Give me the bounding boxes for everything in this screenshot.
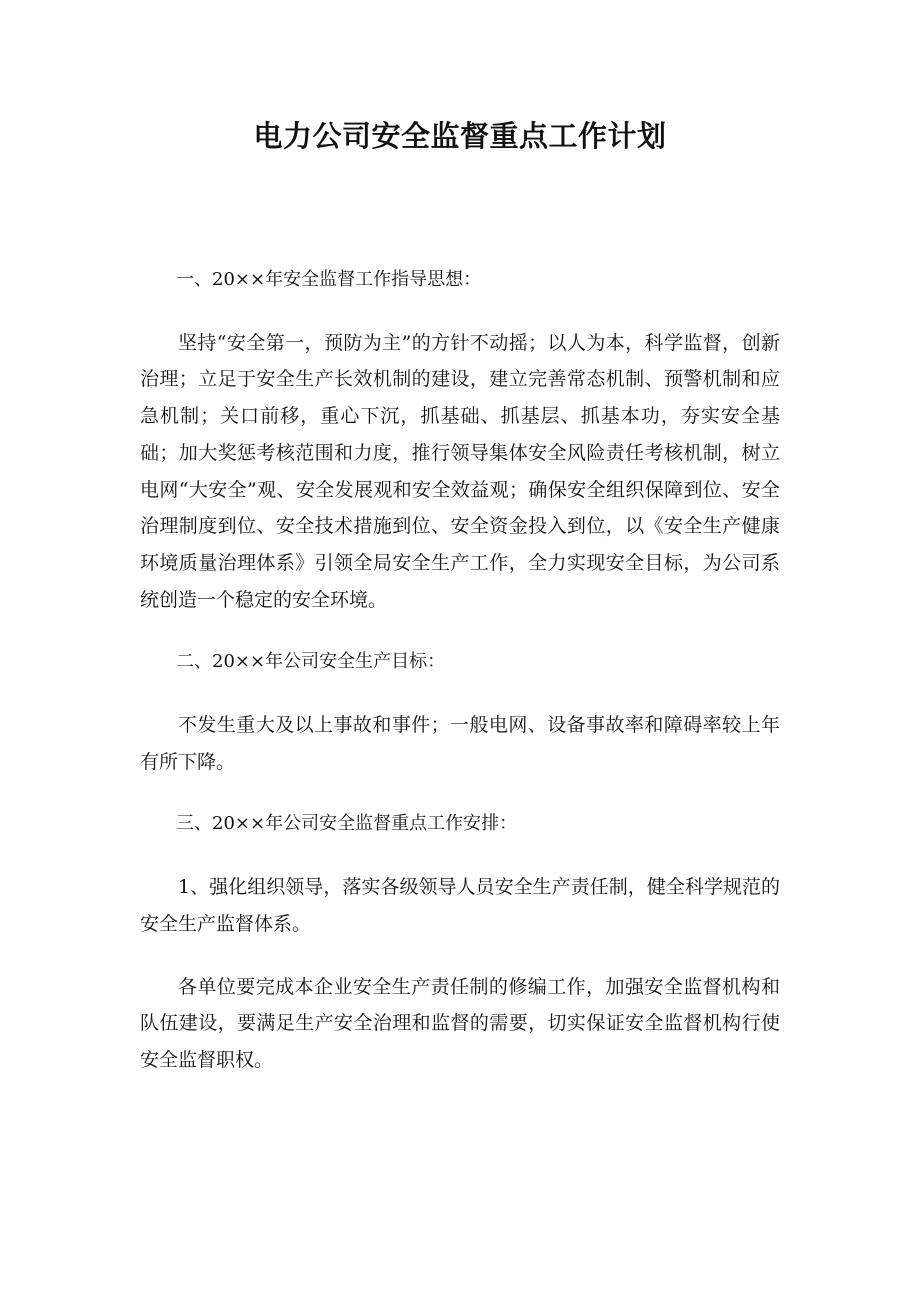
section-heading-safety-goals: 二、20××年公司安全生产目标： bbox=[176, 651, 446, 673]
paragraph-guiding-thought: 坚持“安全第一，预防为主”的方针不动摇；以人为本，科学监督，创新治理；立足于安全生产长效机制的建设，建立完善常态机制、预警机制和应急机制；关口前移，重心下沉，抓基础、抓基层、抓基本功，夯实安全基础；加大奖惩考核范围和力度，推行领导集体安全风险责任考核机制，树立电网“大安全”观、安全发展观和安全效益观；确保安全组织保障到位、安全治理制度到位、安全技术措施到位、安全资金投入到位，以《安全生产健康环境质量治理体系》引领全局安全生产工作，全力实现安全目标，为公司系统创造一个稳定的安全环境。 bbox=[140, 331, 780, 611]
paragraph-safety-goals: 不发生重大及以上事故和事件；一般电网、设备事故率和障碍率较上年有所下降。 bbox=[140, 714, 780, 773]
paragraph-gap bbox=[140, 299, 780, 325]
paragraph-key-work-item-1: 1、强化组织领导，落实各级领导人员安全生产责任制，健全科学规范的安全生产监督体系。 bbox=[140, 876, 780, 935]
section-heading-key-work: 三、20××年公司安全监督重点工作安排： bbox=[176, 813, 518, 835]
paragraph-gap bbox=[140, 780, 780, 806]
paragraph-gap bbox=[140, 618, 780, 644]
document-body bbox=[140, 262, 780, 1079]
paragraph-gap bbox=[140, 943, 780, 969]
document-title: 电力公司安全监督重点工作计划 bbox=[253, 119, 667, 153]
paragraph-gap bbox=[140, 843, 780, 869]
paragraph-key-work-detail: 各单位要完成本企业安全生产责任制的修编工作，加强安全监督机构和队伍建设，要满足生产安全治理和监督的需要，切实保证安全监督机构行使安全监督职权。 bbox=[140, 975, 780, 1071]
section-heading-guiding-thought: 一、20××年安全监督工作指导思想： bbox=[176, 269, 482, 290]
paragraph-gap bbox=[140, 681, 780, 707]
